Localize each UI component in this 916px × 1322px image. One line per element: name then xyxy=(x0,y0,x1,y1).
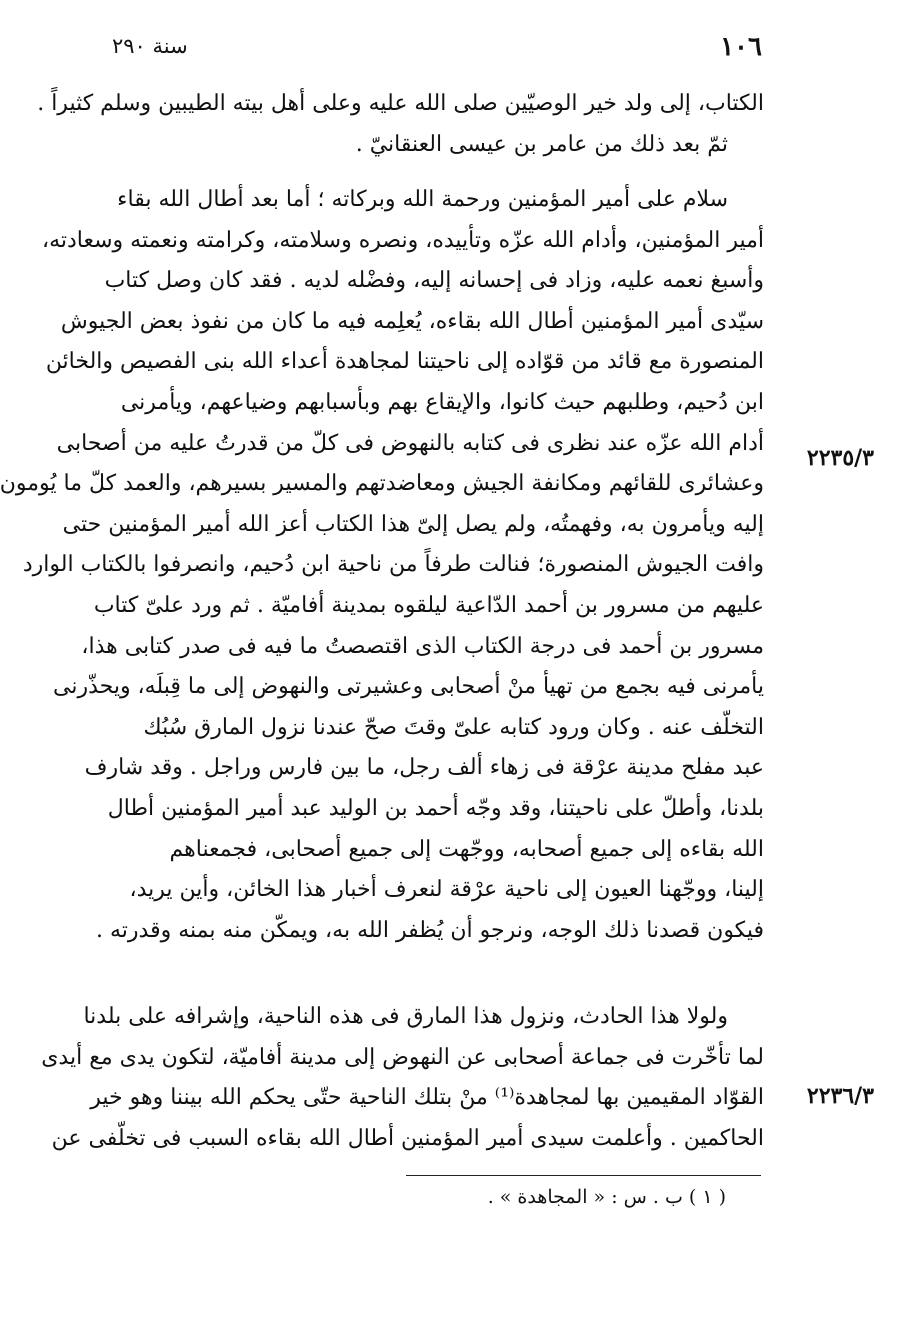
text-line: ثمّ بعد ذلك من عامر بن عيسى العنقانيّ . xyxy=(355,131,728,157)
text-line: عليهم من مسرور بن أحمد الدّاعية ليلقوه بمدينة أفاميّة . ثم ورد علىّ كتاب xyxy=(93,592,764,618)
text-line: ابن دُحيم، وطلبهم حيث كانوا، والإيقاع بهم وبأسبابهم وضياعهم، ويأمرنى xyxy=(120,389,764,415)
paragraph-closing-previous-letter xyxy=(37,84,764,165)
footnote: ( ١ ) ب . س : « المجاهدة » . xyxy=(487,1186,726,1208)
text-line: أدام الله عزّه عند نظرى فى كتابه بالنهوض فى كلّ من قدرتُ عليه من أصحابى xyxy=(56,430,764,456)
margin-reference: ٢٢٣٦/٣ xyxy=(806,1083,874,1109)
text-line: فيكون قصدنا ذلك الوجه، ونرجو أن يُظفر الله به، ويمكّن منه بمنه وقدرته . xyxy=(96,917,764,943)
text-line: يأمرنى فيه بجمع من تهيأ منْ أصحابى وعشيرتى والنهوض إلى ما قِبلَه، ويحذّرنى xyxy=(52,674,764,700)
page-header xyxy=(112,30,762,70)
text-line: أمير المؤمنين، وأدام الله عزّه وتأييده، ونصره وسلامته، وكرامته ونعمته وسعادته، xyxy=(41,227,764,253)
text-line: ولولا هذا الحادث، ونزول هذا المارق فى هذه الناحية، وإشرافه على بلدنا xyxy=(83,1004,728,1029)
text-line: عبد مفلح مدينة عرْقة فى زهاء ألف رجل، ما بين فارس وراجل . وقد شارف xyxy=(84,755,764,781)
text-line: إلينا، ووجّهنا العيون إلى ناحية عرْقة لنعرف أخبار هذا الخائن، وأين يريد، xyxy=(129,877,764,903)
footnote-divider xyxy=(406,1175,761,1176)
text-line: سيّدى أمير المؤمنين أطال الله بقاءه، يُعلِمه فيه ما كان من نفوذ بعض الجيوش xyxy=(60,308,764,334)
paragraph-letter-body xyxy=(0,180,764,951)
text-line: بلدنا، وأطلّ على ناحيتنا، وقد وجّه أحمد بن الوليد عبد أمير المؤمنين أطال xyxy=(107,795,764,821)
page-number: ١٠٦ xyxy=(720,32,762,62)
text-line: الكتاب، إلى ولد خير الوصيّين صلى الله عليه وعلى أهل بيته الطيبين وسلم كثيراً . xyxy=(37,91,764,116)
text-line: الحاكمين . وأعلمت سيدى أمير المؤمنين أطال الله بقاءه السبب فى تخلّفى عن xyxy=(51,1125,764,1151)
text-line: التخلّف عنه . وكان ورود كتابه علىّ وقتَ صحّ عندنا نزول المارق سُبُك xyxy=(143,714,764,740)
text-line: إليه ويأمرون به، وفهمتُه، ولم يصل إلىّ هذا الكتاب أعز الله أمير المؤمنين حتى xyxy=(62,511,764,537)
text-line: مسرور بن أحمد فى درجة الكتاب الذى اقتصصتُ ما فيه فى صدر كتابى هذا، xyxy=(81,633,764,659)
text-line: لما تأخّرت فى جماعة أصحابى عن النهوض إلى مدينة أفاميّة، لتكون يدى مع أيدى xyxy=(41,1044,764,1070)
text-line: الله بقاءه إلى جميع أصحابه، ووجّهت إلى جميع أصحابى، فجمعناهم xyxy=(169,836,764,862)
text-line: سلام على أمير المؤمنين ورحمة الله وبركاته ؛ أما بعد أطال الله بقاء xyxy=(117,187,728,212)
text-line: وأسبغ نعمه عليه، وزاد فى إحسانه إليه، وفضْله لديه . فقد كان وصل كتاب xyxy=(104,268,764,294)
text-line: القوّاد المقيمين بها لمجاهدة⁽¹⁾ منْ بتلك الناحية حتّى يحكم الله بيننا وهو خير xyxy=(90,1085,764,1111)
text-line: المنصورة مع قائد من قوّاده إلى ناحيتنا لمجاهدة أعداء الله بنى الفصيص والخائن xyxy=(45,349,764,375)
text-line: وعشائرى للقائهم ومكانفة الجيش ومعاضدتهم والمسير بسيرهم، والعمد كلّ ما يُومون xyxy=(0,471,764,497)
running-head-year: سنة ٢٩٠ xyxy=(112,34,188,58)
text-line: وافت الجيوش المنصورة؛ فنالت طرفاً من ناحية ابن دُحيم، وانصرفوا بالكتاب الوارد xyxy=(22,552,764,578)
margin-reference: ٢٢٣٥/٣ xyxy=(806,445,874,471)
paragraph-letter-continuation xyxy=(41,997,764,1159)
